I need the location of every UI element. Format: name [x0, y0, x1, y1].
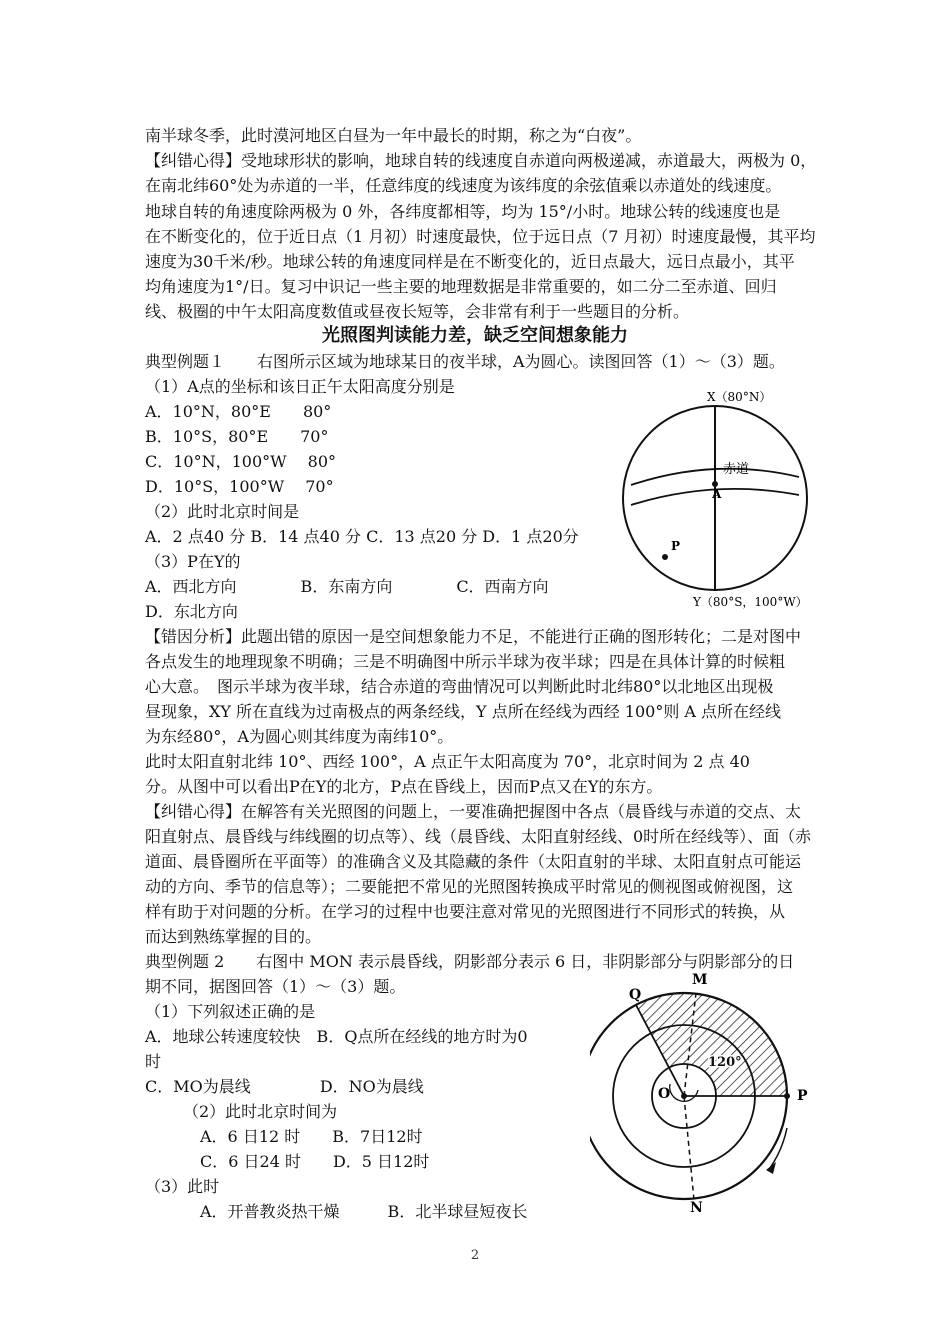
label-equator: 赤道	[723, 462, 750, 477]
question-item: （3）此时	[145, 1177, 220, 1196]
label-n: N	[690, 1200, 703, 1216]
answer-option: C．10°N，100°W 80°	[145, 452, 337, 471]
answer-option: C．MO为晨线 D．NO为晨线	[145, 1077, 424, 1096]
answer-option: 时	[145, 1052, 162, 1071]
paragraph-line: 均角速度为1°/日。复习中识记一些主要的地理数据是非常重要的，如二分二至赤道、回归	[145, 277, 777, 296]
night-hemisphere-diagram	[615, 385, 825, 595]
polar-terminator-diagram	[590, 968, 820, 1218]
answer-option: A．西北方向 B．东南方向 C．西南方向	[145, 577, 549, 596]
label-q: Q	[629, 987, 642, 1003]
label-angle: 120°	[708, 1055, 742, 1070]
analysis-line: 为东经80°，A为圆心则其纬度为南纬10°。	[145, 727, 454, 746]
paragraph-line: 【纠错心得】受地球形状的影响，地球自转的线速度自赤道向两极递减，赤道最大，两极为 0，	[145, 151, 817, 170]
page-number: 2	[470, 1248, 480, 1263]
question-item: （2）此时北京时间为	[183, 1102, 338, 1121]
answer-option: A．10°N，80°E 80°	[145, 402, 332, 421]
analysis-line: 各点发生的地理现象不明确；三是不明确图中所示半球为夜半球；四是在具体计算的时候粗	[145, 652, 786, 671]
answer-option: B．10°S，80°E 70°	[145, 427, 329, 446]
answer-option: A．2 点40 分 B．14 点40 分 C．13 点20 分 D．1 点20分	[145, 527, 579, 546]
paragraph-line: 线、极圈的中午太阳高度数值或昼夜长短等，会非常有利于一些题目的分析。	[145, 302, 690, 321]
paragraph-line: 地球自转的角速度除两极为 0 外，各纬度都相等，均为 15°/小时。地球公转的线速度也是	[145, 202, 781, 221]
point-p	[662, 554, 668, 560]
question-item: （1）A点的坐标和该日正午太阳高度分别是	[145, 377, 455, 396]
tips-line: 样有助于对问题的分析。在学习的过程中也要注意对常见的光照图进行不同形式的转换，从	[145, 902, 786, 921]
answer-option: D．10°S，100°W 70°	[145, 477, 334, 496]
analysis-line: 【错因分析】此题出错的原因一是空间想象能力不足，不能进行正确的图形转化；二是对图中	[145, 627, 802, 646]
rotation-arrowhead	[766, 1162, 776, 1174]
analysis-line: 分。从图中可以看出P在Y的北方，P点在昏线上，因而P点又在Y的东方。	[145, 777, 663, 796]
paragraph-line: 速度为30千米/秒。地球公转的角速度同样是在不断变化的，近日点最大，远日点最小，其平	[145, 252, 795, 271]
answer-option: C．6 日24 时 D．5 日12时	[200, 1152, 430, 1171]
analysis-line: 心大意。 图示半球为夜半球，结合赤道的弯曲情况可以判断此时北纬80°以北地区出现极	[145, 677, 774, 696]
question-item: （2）此时北京时间是	[145, 502, 300, 521]
analysis-line: 昼现象，XY 所在直线为过南极点的两条经线，Y 点所在经线为西经 100°则 A 点所在经线	[145, 702, 782, 721]
paragraph-line: 在南北纬60°处为赤道的一半，任意纬度的线速度为该纬度的余弦值乘以赤道处的线速度。	[145, 176, 782, 195]
question-intro: 期不同，据图回答（1）～（3）题。	[145, 977, 406, 996]
center-point	[681, 1093, 687, 1099]
label-x: X（80°N）	[707, 390, 772, 404]
paragraph-line: 南半球冬季，此时漠河地区白昼为一年中最长的时期，称之为“白夜”。	[145, 126, 642, 145]
question-item: （3）P在Y的	[145, 552, 241, 571]
question-intro: 典型例题１ 右图所示区域为地球某日的夜半球，A为圆心。读图回答（1）～（3）题。	[145, 352, 785, 371]
question-intro: 典型例题 2 右图中 MON 表示晨昏线，阴影部分表示 6 日，非阴影部分与阴影部分的日	[145, 952, 795, 971]
section-heading: 光照图判读能力差，缺乏空间想象能力	[322, 325, 628, 346]
analysis-line: 此时太阳直射北纬 10°、西经 100°，A 点正午太阳高度为 70°，北京时间为 2 点 40	[145, 752, 750, 771]
answer-option: D．东北方向	[145, 602, 238, 621]
label-o: O	[658, 1086, 671, 1102]
answer-option: A．6 日12 时 B．7日12时	[200, 1127, 423, 1146]
answer-option: A．地球公转速度较快 B．Q点所在经线的地方时为0	[145, 1027, 528, 1046]
label-y-holder	[690, 592, 840, 614]
label-y: Y（80°S，100°W）	[693, 595, 808, 609]
label-p2: P	[797, 1088, 808, 1104]
question-item: （1）下列叙述正确的是	[145, 1002, 316, 1021]
tips-line: 动的方向、季节的信息等）；二要能把不常见的光照图转换成平时常见的侧视图或俯视图，这	[145, 877, 794, 896]
answer-option: A．开普教炎热干燥 B．北半球昼短夜长	[200, 1202, 528, 1221]
paragraph-line: 在不断变化的，位于近日点（1 月初）时速度最快，位于远日点（7 月初）时速度最慢，其平均	[145, 227, 816, 246]
point-p2	[784, 1093, 790, 1099]
tips-line: 而达到熟练掌握的目的。	[145, 927, 322, 946]
label-a: A	[712, 487, 722, 501]
label-p: P	[671, 539, 681, 553]
tips-line: 【纠错心得】在解答有关光照图的问题上，一要准确把握图中各点（晨昏线与赤道的交点、太	[145, 802, 802, 821]
tips-line: 道面、晨昏圈所在平面等）的准确含义及其隐藏的条件（太阳直射的半球、太阳直射点可能运	[145, 852, 802, 871]
tips-line: 阳直射点、晨昏线与纬线圈的切点等）、线（晨昏线、太阳直射经线、0时所在经线等）、面（赤	[145, 827, 812, 846]
label-m: M	[692, 972, 708, 988]
